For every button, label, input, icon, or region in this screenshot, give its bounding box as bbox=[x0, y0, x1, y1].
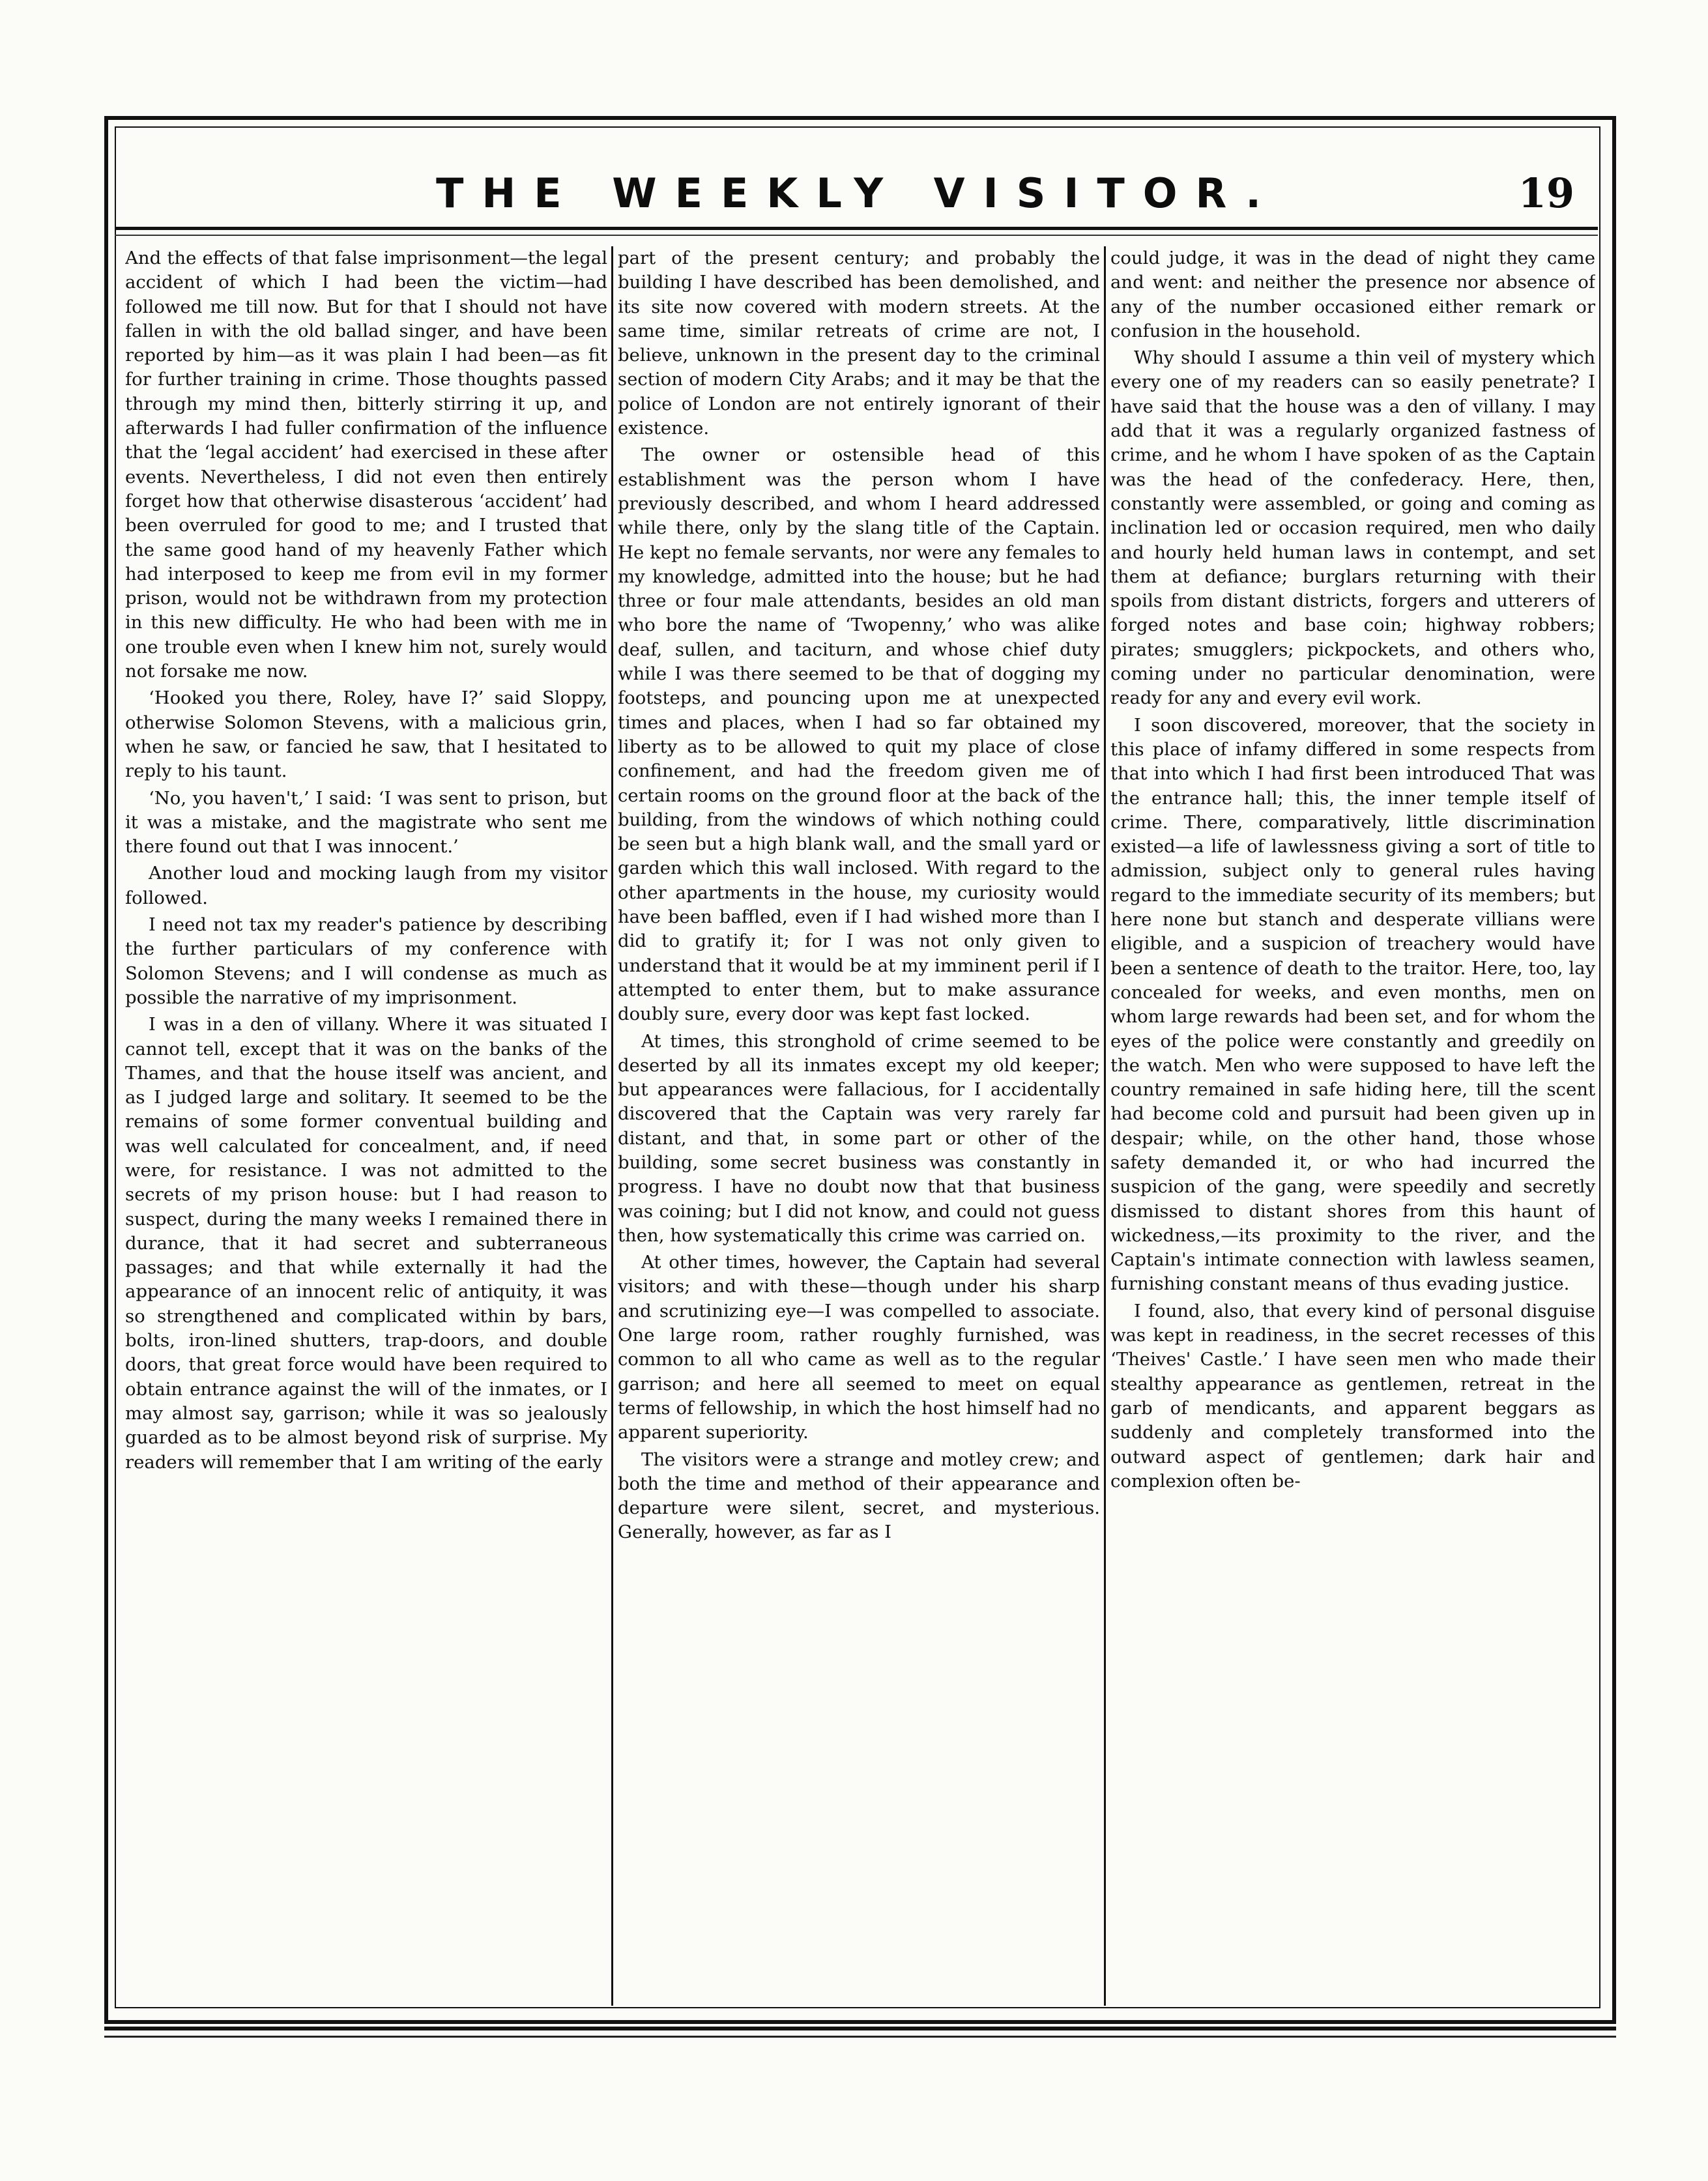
article-paragraph: Why should I assume a thin veil of mystery which every one of my readers can so easily penetrate? I have said that the house was a den of villany. I may add that it was a regularly organized fastness of crime, and he whom I have spoken of as the Captain was the head of the confederacy. Here, then, constantly were assembled, or going and coming as inclination led or occasion required, men who daily and hourly held human laws in contempt, and set them at defiance; burglars returning with their spoils from distant districts, forgers and utterers of forged notes and base coin; highway robbers; pirates; smugglers; pickpockets, and others who, coming under no particular denomination, were ready for any and every evil work. bbox=[1110, 347, 1595, 709]
article-paragraph: I soon discovered, moreover, that the society in this place of infamy differed in some respects from that into which I had first been introduced That was the entrance hall; this, the inner temple itself of crime. There, comparatively, little discrimination existed—a life of lawlessness giving a sort of title to admission, subject only to general rules having regard to the immediate security of its members; but here none but stanch and desperate villians were eligible, and a suspicion of treachery would have been a sentence of death to the traitor. Here, too, lay concealed for weeks, and even months, men on whom large rewards had been set, and for whom the eyes of the police were constantly and greedily on the watch. Men who were supposed to have left the country remained in safe hiding here, till the scent had become cold and pursuit had been given up in despair; while, on the other hand, those whose safety demanded it, or who had incurred the suspicion of the gang, were speedily and secretly dismissed to distant shores from this haunt of wickedness,—its proximity to the river, and the Captain's intimate connection with lawless seamen, furnishing constant means of thus evading justice. bbox=[1110, 714, 1595, 1295]
article-paragraph: And the effects of that false imprisonment—the legal accident of which I had been the victim—had followed me till now. But for that I should not have fallen in with the old ballad singer, and have been reported by him—as it was plain I had been—as fit for further training in crime. Those thoughts passed through my mind then, bitterly stirring it up, and afterwards I had fuller confirmation of the influence that the ‘legal accident’ had exercised in these after events. Nevertheless, I did not even then entirely forget how that otherwise disasterous ‘accident’ had been overruled for good to me; and I trusted that the same good hand of my heavenly Father which had interposed to keep me from evil in my former prison, would not be withdrawn from my protection in this new difficulty. He who had been with me in one trouble even when I knew him not, surely would not forsake me now. bbox=[125, 248, 607, 682]
bottom-rule bbox=[104, 2027, 1616, 2030]
article-paragraph: At times, this stronghold of crime seemed to be deserted by all its inmates except my old keeper; but appearances were fallacious, for I accidentally discovered that the Captain was very rarely far distant, and that, in some part or other of the building, some secret business was constantly in progress. I have no doubt now that that business was coining; but I did not know, and could not guess then, how systematically this crime was carried on. bbox=[618, 1030, 1100, 1246]
masthead-rule bbox=[115, 227, 1598, 230]
article-paragraph: Another loud and mocking laugh from my visitor followed. bbox=[125, 863, 607, 908]
page-number: 19 bbox=[1518, 169, 1574, 217]
masthead bbox=[115, 169, 1600, 228]
article-paragraph: I need not tax my reader's patience by describing the further particulars of my conference with Solomon Stevens; and I will condense as much as possible the narrative of my imprisonment. bbox=[125, 914, 607, 1008]
masthead-rule-thin bbox=[115, 235, 1598, 236]
column-divider bbox=[611, 246, 613, 2006]
column-divider bbox=[1104, 246, 1106, 2006]
article-paragraph: ‘Hooked you there, Roley, have I?’ said Sloppy, otherwise Solomon Stevens, with a malicious grin, when he saw, or fancied he saw, that I hesitated to reply to his taunt. bbox=[125, 687, 607, 782]
column-1 bbox=[125, 246, 607, 2006]
article-paragraph: ‘No, you haven't,’ I said: ‘I was sent to prison, but it was a mistake, and the magistrate who sent me there found out that I was innocent.’ bbox=[125, 787, 607, 858]
article-paragraph: I was in a den of villany. Where it was situated I cannot tell, except that it was on the banks of the Thames, and that the house itself was ancient, and as I judged large and solitary. It seemed to be the remains of some former conventual building and was well calculated for concealment, and, if need were, for resistance. I was not admitted to the secrets of my prison house: but I had reason to suspect, during the many weeks I remained there in durance, that it had secret and subterraneous passages; and that while externally it had the appearance of an innocent relic of antiquity, it was so strengthened and complicated within by bars, bolts, iron-lined shutters, trap-doors, and double doors, that great force would have been required to obtain entrance against the will of the inmates, or I may almost say, garrison; while it was so jealously guarded as to be almost beyond risk of surprise. My readers will remember that I am writing of the early bbox=[125, 1014, 607, 1473]
column-2 bbox=[618, 246, 1100, 2006]
article-paragraph: part of the present century; and probably the building I have described has been demolished, and its site now covered with modern streets. At the same time, similar retreats of crime are not, I believe, unknown in the present day to the criminal section of modern City Arabs; and it may be that the police of London are not entirely ignorant of their existence. bbox=[618, 248, 1100, 439]
article-paragraph: At other times, however, the Captain had several visitors; and with these—though under his sharp and scrutinizing eye—I was compelled to associate. One large room, rather roughly furnished, was common to all who came as well as to the regular garrison; and here all seemed to meet on equal terms of fellowship, in which the host himself had no apparent superiority. bbox=[618, 1252, 1100, 1443]
article-paragraph: I found, also, that every kind of personal disguise was kept in readiness, in the secret recesses of this ‘Theives' Castle.’ I have seen men who made their stealthy appearance as gentlemen, retreat in the garb of mendicants, and apparent beggars as suddenly and completely transformed into the outward aspect of gentlemen; dark hair and complexion often be- bbox=[1110, 1300, 1595, 1492]
article-paragraph: The owner or ostensible head of this establishment was the person whom I have previously described, and whom I heard addressed while there, only by the slang title of the Captain. He kept no female servants, nor were any females to my knowledge, admitted into the house; but he had three or four male attendants, besides an old man who bore the name of ‘Twopenny,’ who was alike deaf, sullen, and taciturn, and whose chief duty while I was there seemed to be that of dogging my footsteps, and pouncing upon me at unexpected times and places, when I had so far obtained my liberty as to be allowed to quit my place of close confinement, and had the freedom given me of certain rooms on the ground floor at the back of the building, from the windows of which nothing could be seen but a high blank wall, and the small yard or garden which this wall inclosed. With regard to the other apartments in the house, my curiosity would have been baffled, even if I had wished more than I did to gratify it; for I was not only given to understand that it would be at my imminent peril if I attempted to enter them, but to make assurance doubly sure, every door was kept fast locked. bbox=[618, 444, 1100, 1025]
column-3 bbox=[1110, 246, 1595, 2006]
masthead-title: THE WEEKLY VISITOR. bbox=[436, 169, 1279, 217]
article-paragraph: The visitors were a strange and motley crew; and both the time and method of their appearance and departure were silent, secret, and mysterious. Generally, however, as far as I bbox=[618, 1449, 1100, 1543]
bottom-rule-thin bbox=[104, 2036, 1616, 2038]
article-paragraph: could judge, it was in the dead of night they came and went: and neither the presence nor absence of any of the number occasioned either remark or confusion in the household. bbox=[1110, 248, 1595, 341]
